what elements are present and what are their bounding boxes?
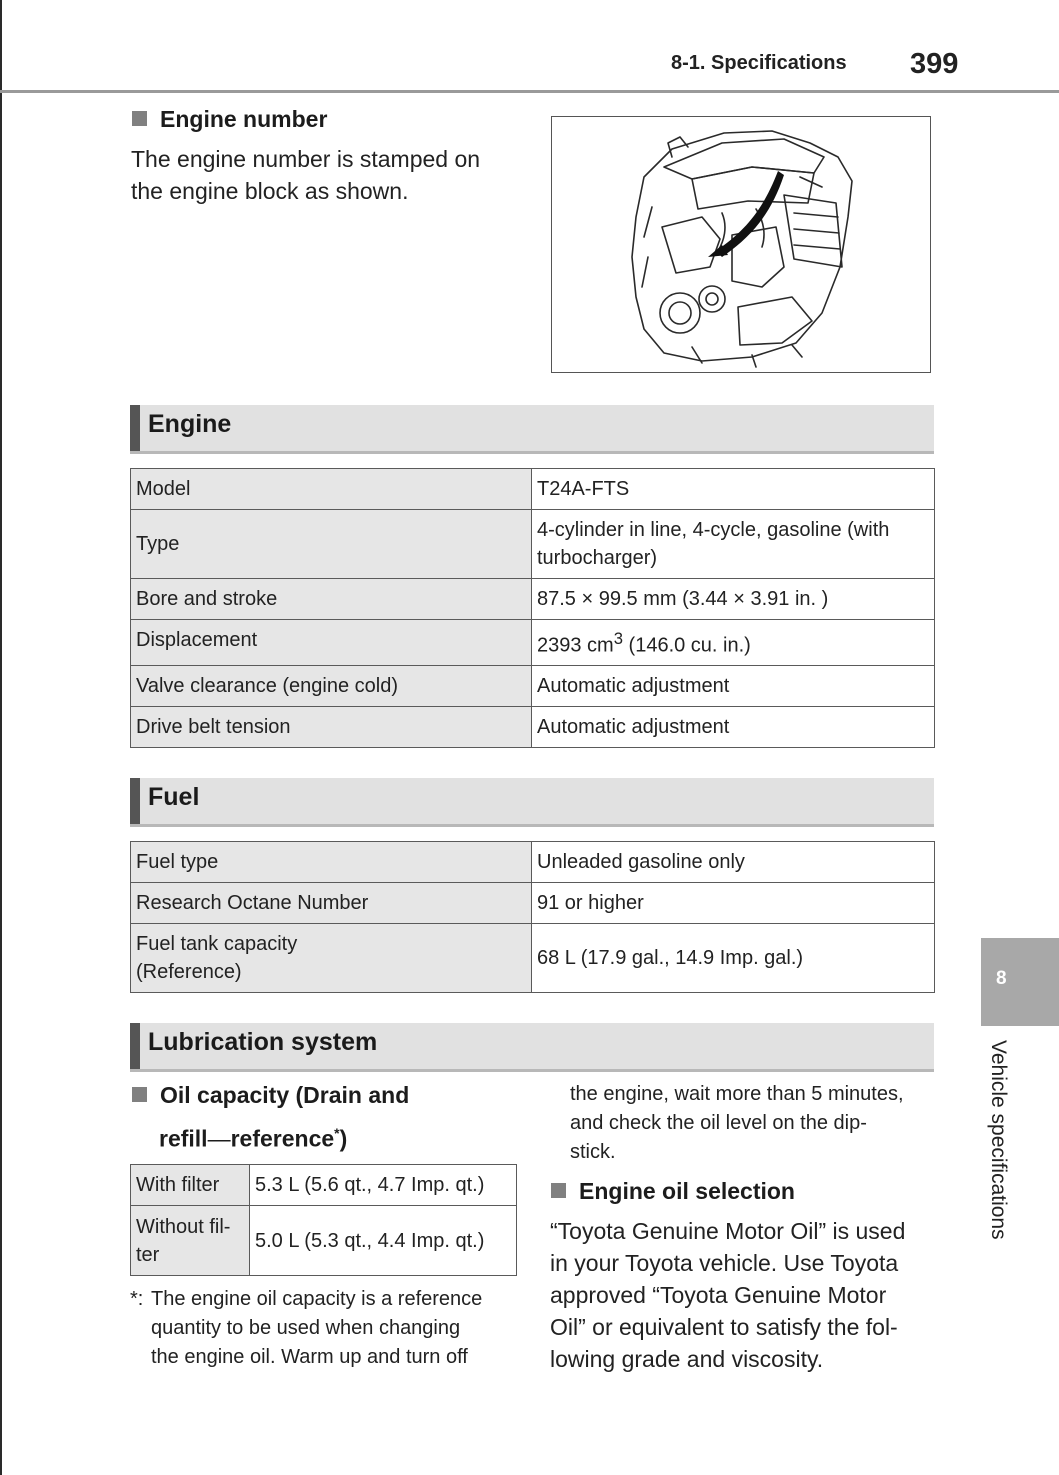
page-left-edge (0, 0, 2, 1475)
fuel-spec-table (130, 841, 935, 993)
section-label: 8-1. Specifications (671, 52, 847, 74)
footnote-line: The engine oil capacity is a reference (151, 1288, 483, 1310)
lubrication-section-header (130, 1023, 934, 1072)
spec-value (532, 510, 935, 579)
engine-number-text-line: The engine number is stamped on (131, 146, 481, 172)
engine-spec-table (130, 468, 935, 748)
table-row (131, 1206, 517, 1276)
section-header-bar (130, 405, 140, 451)
spec-label (131, 1206, 250, 1276)
chapter-number: 8 (996, 968, 1007, 989)
bullet-square-icon (132, 111, 147, 126)
oil-selection-text-line: “Toyota Genuine Motor Oil” is used (550, 1218, 906, 1244)
heading-text: refill (159, 1125, 208, 1152)
spec-label: With filter (131, 1165, 250, 1206)
spec-value-text: (146.0 cu. in.) (622, 634, 751, 657)
spec-value: Unleaded gasoline only (532, 842, 935, 883)
superscript: 3 (613, 629, 623, 649)
spec-value: T24A-FTS (532, 469, 935, 510)
footnote-mark: *: (130, 1288, 144, 1310)
spec-label: Fuel type (131, 842, 532, 883)
bullet-square-icon (551, 1183, 566, 1198)
footnote-line: the engine oil. Warm up and turn off (151, 1346, 468, 1368)
oil-selection-text-line: lowing grade and viscosity. (550, 1346, 824, 1372)
lubrication-section-title: Lubrication system (148, 1028, 378, 1056)
spec-label: Bore and stroke (131, 579, 532, 620)
footnote-line: and check the oil level on the dip- (570, 1112, 867, 1134)
engine-number-heading (132, 100, 327, 138)
section-header-bar (130, 1023, 140, 1069)
spec-value: 68 L (17.9 gal., 14.9 Imp. gal.) (532, 924, 935, 993)
oil-selection-text-line: in your Toyota vehicle. Use Toyota (550, 1250, 899, 1276)
engine-section-header (130, 405, 934, 454)
footnote-text (151, 1285, 521, 1372)
bullet-square-icon (132, 1087, 147, 1102)
spec-value: 5.3 L (5.6 qt., 4.7 Imp. qt.) (250, 1165, 517, 1206)
oil-selection-text (550, 1215, 950, 1375)
spec-value-line: 4-cylinder in line, 4-cycle, gasoline (with (537, 519, 890, 541)
spec-label-line: (Reference) (136, 961, 242, 983)
spec-label: Drive belt tension (131, 707, 532, 748)
oil-capacity-table (130, 1164, 517, 1276)
heading-text: reference (230, 1125, 335, 1152)
heading-text: ) (339, 1125, 348, 1152)
section-header-bar (130, 778, 140, 824)
spec-label: Research Octane Number (131, 883, 532, 924)
oil-capacity-heading-text: Oil capacity (Drain and (160, 1082, 410, 1108)
table-row (131, 620, 935, 666)
oil-selection-heading (551, 1172, 795, 1210)
spec-value-line: turbocharger) (537, 547, 658, 569)
table-row (131, 1165, 517, 1206)
engine-number-text-line: the engine block as shown. (131, 178, 409, 204)
spec-value (532, 620, 935, 666)
engine-block-illustration-icon (552, 117, 929, 371)
spec-label: Valve clearance (engine cold) (131, 666, 532, 707)
spec-value-text: 2393 cm (537, 634, 614, 657)
spec-value: Automatic adjustment (532, 666, 935, 707)
header-divider (0, 90, 1059, 93)
spec-label-line: ter (136, 1243, 160, 1266)
footnote-continuation (570, 1080, 940, 1167)
table-row (131, 842, 935, 883)
oil-capacity-heading-line (132, 1114, 532, 1158)
table-row (131, 510, 935, 579)
em-dash: — (207, 1125, 231, 1152)
oil-capacity-heading (132, 1076, 532, 1158)
spec-label: Model (131, 469, 532, 510)
chapter-tab[interactable] (981, 938, 1059, 1026)
oil-selection-text-line: approved “Toyota Genuine Motor (550, 1282, 887, 1308)
spec-label: Displacement (131, 620, 532, 666)
spec-value: 87.5 × 99.5 mm (3.44 × 3.91 in. ) (532, 579, 935, 620)
engine-number-heading-text: Engine number (160, 106, 328, 132)
footnote-line: quantity to be used when changing (151, 1317, 461, 1339)
oil-capacity-heading-line (132, 1076, 532, 1114)
table-row (131, 883, 935, 924)
spec-value: 91 or higher (532, 883, 935, 924)
table-row (131, 469, 935, 510)
footnote-line: the engine, wait more than 5 minutes, (570, 1083, 904, 1105)
engine-number-text (131, 143, 531, 207)
page-number: 399 (910, 48, 959, 80)
spec-label: Type (131, 510, 532, 579)
fuel-section-title: Fuel (148, 783, 200, 811)
chapter-title: Vehicle specifications (987, 1040, 1010, 1240)
engine-figure (551, 116, 931, 373)
table-row (131, 924, 935, 993)
spec-label-line: Fuel tank capacity (136, 933, 298, 955)
engine-section-title: Engine (148, 410, 232, 438)
asterisk-mark: * (334, 1125, 340, 1141)
fuel-section-header (130, 778, 934, 827)
oil-selection-text-line: Oil” or equivalent to satisfy the fol- (550, 1314, 898, 1340)
table-row (131, 666, 935, 707)
table-row (131, 707, 935, 748)
table-row (131, 579, 935, 620)
spec-label-line: Without fil- (136, 1215, 231, 1238)
spec-label (131, 924, 532, 993)
footnote-line: stick. (570, 1141, 616, 1163)
oil-selection-heading-text: Engine oil selection (579, 1178, 795, 1204)
spec-value: 5.0 L (5.3 qt., 4.4 Imp. qt.) (250, 1206, 517, 1276)
spec-value: Automatic adjustment (532, 707, 935, 748)
